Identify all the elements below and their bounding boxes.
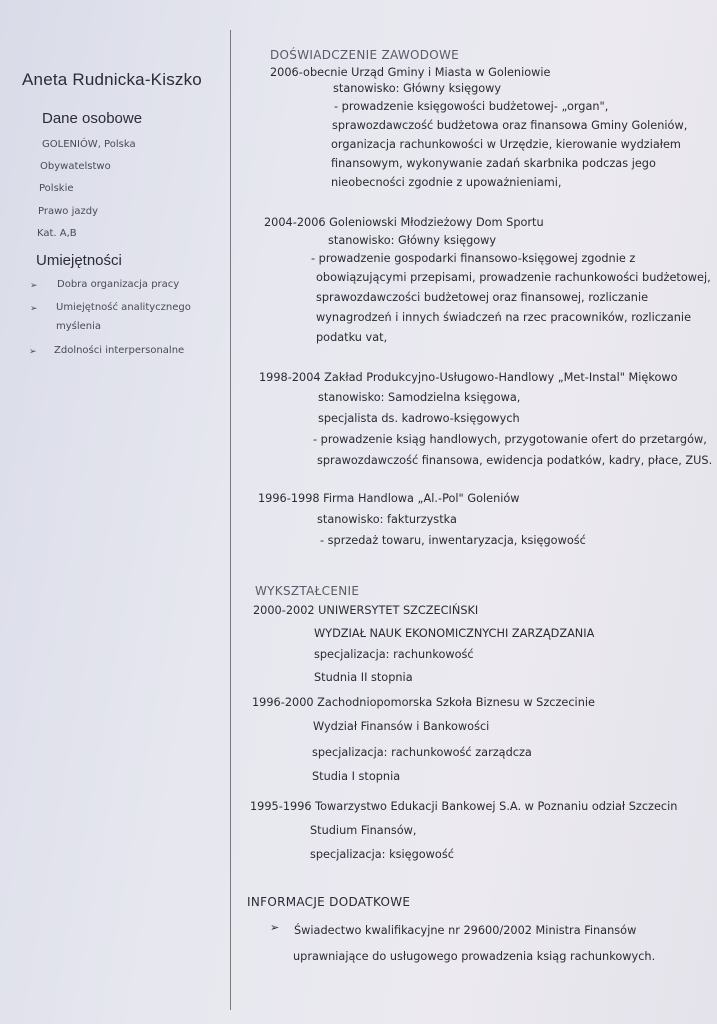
education-line: specjalizacja: rachunkowość zarządcza — [312, 746, 532, 759]
job-line: - sprzedaż towaru, inwentaryzacja, księgowość — [320, 534, 586, 547]
skills-heading: Umiejętności — [36, 252, 122, 269]
job-line: wynagrodzeń i innych świadczeń na rzec pracowników, rozliczanie — [316, 311, 692, 324]
person-name: Aneta Rudnicka-Kiszko — [22, 70, 202, 89]
skill-item: Dobra organizacja pracy — [57, 279, 180, 290]
job-line: - prowadzenie księgowości budżetowej- „organ", — [334, 100, 609, 113]
bullet-arrow-icon: ➢ — [30, 304, 38, 314]
job-line: - prowadzenie gospodarki finansowo-księgowej zgodnie z — [311, 252, 636, 265]
education-line: Studnia II stopnia — [314, 671, 413, 684]
bullet-arrow-icon: ➢ — [270, 921, 280, 934]
education-line: Studia I stopnia — [312, 770, 401, 783]
education-line: Wydział Finansów i Bankowości — [313, 720, 490, 733]
job-line: nieobecności zgodnie z upoważnieniami, — [331, 176, 562, 189]
education-line: specjalizacja: księgowość — [310, 848, 454, 861]
additional-line: uprawniające do usługowego prowadzenia ksiąg rachunkowych. — [293, 950, 656, 963]
education-line: Studium Finansów, — [310, 824, 417, 837]
education-line: specjalizacja: rachunkowość — [314, 648, 474, 661]
job-line: stanowisko: Główny księgowy — [333, 82, 502, 95]
personal-license: Kat. A,B — [37, 228, 77, 239]
job-line: sprawozdawczość finansowa, ewidencja podatków, kadry, płace, ZUS. — [317, 454, 713, 467]
skill-item: Umiejętność analitycznego — [56, 302, 191, 313]
job-line: organizacja rachunkowości w Urzędzie, kierowanie wydziałem — [331, 138, 681, 151]
bullet-arrow-icon: ➢ — [30, 281, 38, 291]
job-line: sprawozdawczości budżetowej oraz finansowej, rozliczanie — [316, 291, 649, 304]
job-title: 1998-2004 Zakład Produkcyjno-Usługowo-Handlowy „Met-Instal" Miękowo — [259, 371, 678, 384]
education-title: 1995-1996 Towarzystwo Edukacji Bankowej S.A. w Poznaniu odział Szczecin — [250, 800, 678, 813]
additional-heading: INFORMACJE DODATKOWE — [247, 895, 411, 909]
job-line: finansowym, wykonywanie zadań skarbnika podczas jego — [331, 157, 656, 170]
column-divider — [230, 30, 231, 1010]
job-line: podatku vat, — [316, 331, 388, 344]
personal-license-label: Prawo jazdy — [38, 206, 98, 217]
job-line: stanowisko: Główny księgowy — [328, 234, 497, 247]
experience-heading: DOŚWIADCZENIE ZAWODOWE — [270, 48, 460, 62]
job-line: stanowisko: fakturzystka — [317, 513, 457, 526]
job-line: - prowadzenie ksiąg handlowych, przygotowanie ofert do przetargów, — [313, 433, 707, 446]
skill-item-continued: myślenia — [56, 321, 102, 332]
additional-line: Świadectwo kwalifikacyjne nr 29600/2002 Ministra Finansów — [294, 924, 637, 937]
job-line: sprawozdawczość budżetowa oraz finansowa Gminy Goleniów, — [332, 119, 688, 132]
education-heading: WYKSZTAŁCENIE — [255, 584, 360, 598]
education-title: 2000-2002 UNIWERSYTET SZCZECIŃSKI — [253, 604, 479, 617]
job-line: specjalista ds. kadrowo-księgowych — [318, 412, 520, 425]
bullet-arrow-icon: ➢ — [29, 347, 37, 357]
job-line: stanowisko: Samodzielna księgowa, — [318, 391, 521, 404]
job-line: obowiązującymi przepisami, prowadzenie rachunkowości budżetowej, — [316, 271, 711, 284]
job-title: 1996-1998 Firma Handlowa „Al.-Pol" Goleniów — [258, 492, 520, 505]
skill-item: Zdolności interpersonalne — [54, 345, 185, 356]
job-title: 2006-obecnie Urząd Gminy i Miasta w Goleniowie — [270, 66, 551, 79]
personal-citizenship-label: Obywatelstwo — [40, 161, 111, 172]
personal-heading: Dane osobowe — [42, 110, 143, 127]
personal-city: GOLENIÓW, Polska — [42, 139, 136, 150]
personal-citizenship: Polskie — [39, 183, 74, 194]
education-title: 1996-2000 Zachodniopomorska Szkoła Biznesu w Szczecinie — [252, 696, 595, 709]
education-line: WYDZIAŁ NAUK EKONOMICZNYCHI ZARZĄDZANIA — [314, 627, 595, 640]
job-title: 2004-2006 Goleniowski Młodzieżowy Dom Sportu — [264, 216, 544, 229]
